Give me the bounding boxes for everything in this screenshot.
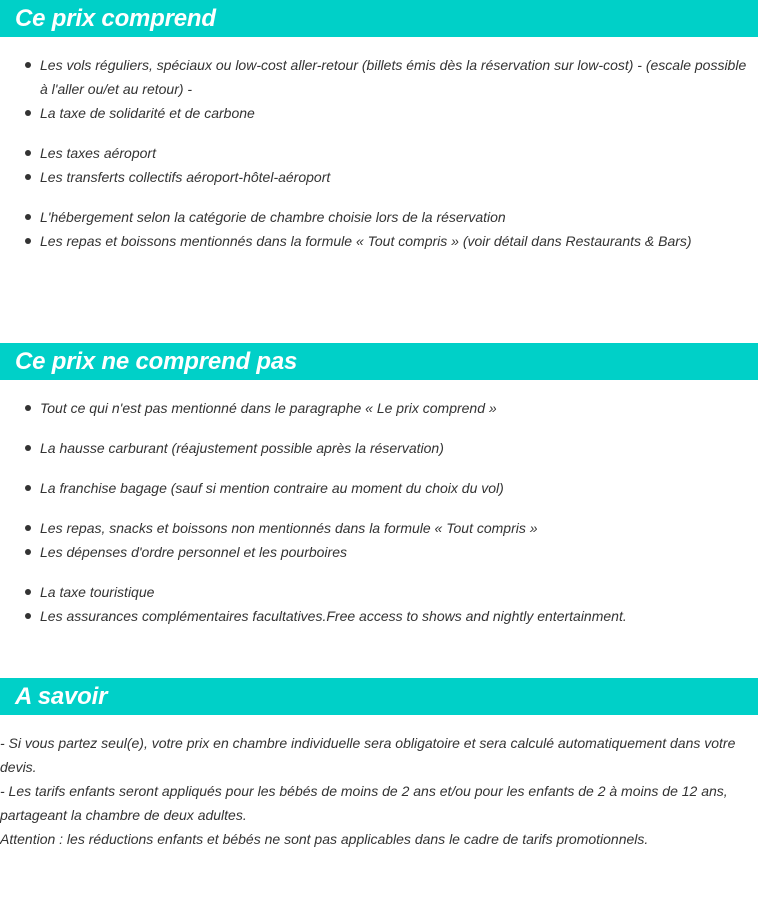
info-paragraph: - Si vous partez seul(e), votre prix en chambre individuelle sera obligatoire et sera calculé automatiquement dans votre devis. (0, 735, 736, 775)
list-item (0, 476, 758, 500)
included-list (0, 53, 758, 253)
bullet-icon (25, 238, 31, 244)
list-item-text: La taxe de solidarité et de carbone (40, 105, 255, 121)
list-item (0, 101, 758, 125)
list-item (0, 53, 758, 101)
list-item (0, 165, 758, 189)
list-item (0, 580, 758, 604)
list-item-text: La franchise bagage (sauf si mention contraire au moment du choix du vol) (40, 480, 504, 496)
bullet-icon (25, 110, 31, 116)
bullet-icon (25, 62, 31, 68)
section-header-included (0, 0, 758, 37)
bullet-icon (25, 405, 31, 411)
bullet-icon (25, 549, 31, 555)
info-paragraph: Attention : les réductions enfants et bébés ne sont pas applicables dans le cadre de tarifs promotionnels. (0, 831, 649, 847)
section-header-info (0, 678, 758, 715)
bullet-icon (25, 525, 31, 531)
bullet-icon (25, 214, 31, 220)
list-item-text: Les transferts collectifs aéroport-hôtel-aéroport (40, 169, 331, 185)
excluded-list (0, 396, 758, 628)
list-item-text: Les repas, snacks et boissons non mentionnés dans la formule « Tout compris » (40, 520, 538, 536)
list-item-text: La taxe touristique (40, 584, 155, 600)
list-item (0, 229, 758, 253)
list-item-text: L'hébergement selon la catégorie de chambre choisie lors de la réservation (40, 209, 506, 225)
list-item-text: Les taxes aéroport (40, 145, 156, 161)
list-item-text: La hausse carburant (réajustement possible après la réservation) (40, 440, 444, 456)
list-item (0, 396, 758, 420)
section-header-excluded (0, 343, 758, 380)
section-title-excluded: Ce prix ne comprend pas (15, 348, 298, 375)
list-item-text: Les assurances complémentaires facultatives.Free access to shows and nightly entertainment. (40, 608, 627, 624)
bullet-icon (25, 485, 31, 491)
bullet-icon (25, 589, 31, 595)
list-item (0, 516, 758, 540)
info-paragraph: - Les tarifs enfants seront appliqués pour les bébés de moins de 2 ans et/ou pour les enfants de 2 à moins de 12 ans, partageant la chambre de deux adultes. (0, 783, 728, 823)
list-item-text: Les repas et boissons mentionnés dans la formule « Tout compris » (voir détail dans Restaurants & Bars) (40, 233, 692, 249)
list-item-text: Les dépenses d'ordre personnel et les pourboires (40, 544, 347, 560)
list-item (0, 141, 758, 165)
list-item-text: Les vols réguliers, spéciaux ou low-cost aller-retour (billets émis dès la réservation sur low-cost) - (escale possible à l'aller ou/et au retour) - (40, 57, 747, 97)
bullet-icon (25, 150, 31, 156)
bullet-icon (25, 174, 31, 180)
list-item (0, 540, 758, 564)
info-text-block (0, 731, 754, 851)
section-title-included: Ce prix comprend (15, 5, 216, 32)
bullet-icon (25, 445, 31, 451)
list-item (0, 436, 758, 460)
list-item (0, 604, 758, 628)
section-title-info: A savoir (15, 683, 108, 710)
list-item (0, 205, 758, 229)
list-item-text: Tout ce qui n'est pas mentionné dans le paragraphe « Le prix comprend » (40, 400, 497, 416)
bullet-icon (25, 613, 31, 619)
